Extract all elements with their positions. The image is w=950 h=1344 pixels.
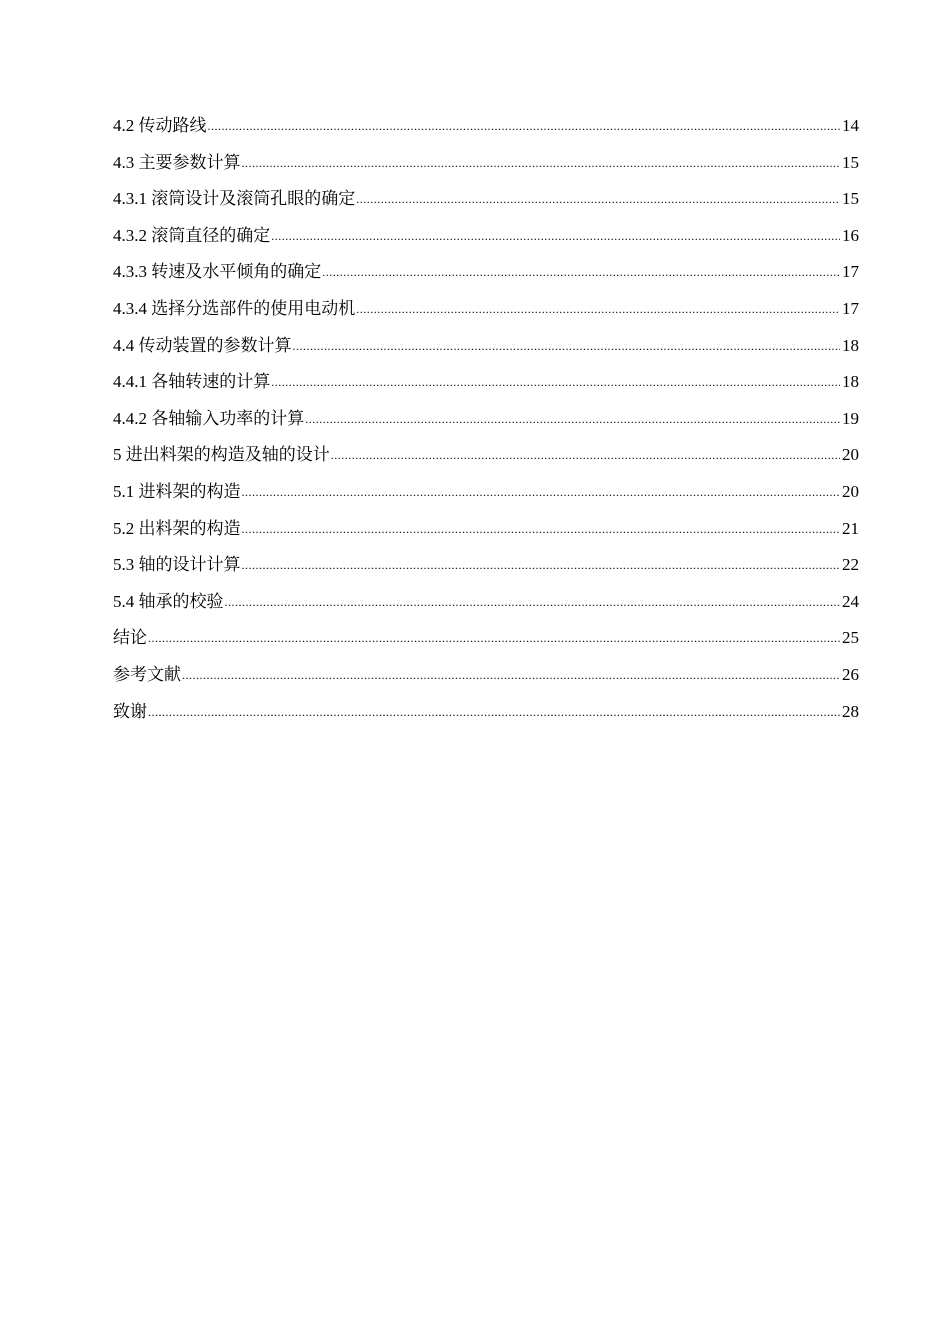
toc-entry[interactable] bbox=[113, 553, 859, 590]
toc-entry-page: 28 bbox=[842, 701, 859, 721]
toc-leader-dots bbox=[148, 625, 840, 650]
toc-entry-label: 5.4 轴承的校验 bbox=[113, 591, 224, 611]
toc-entry-label: 致谢 bbox=[113, 701, 147, 721]
toc-leader-dots bbox=[242, 552, 841, 577]
toc-entry-label: 4.3.1 滚筒设计及滚筒孔眼的确定 bbox=[113, 189, 356, 209]
toc-entry-page: 18 bbox=[842, 372, 859, 392]
toc-entry-label: 5 进出料架的构造及轴的设计 bbox=[113, 445, 330, 465]
toc-entry-label: 4.2 传动路线 bbox=[113, 116, 207, 135]
toc-leader-dots bbox=[148, 699, 840, 724]
toc-leader-dots bbox=[225, 589, 841, 614]
toc-leader-dots bbox=[242, 516, 841, 541]
toc-entry[interactable] bbox=[113, 297, 859, 334]
toc-entry-label: 4.4.2 各轴输入功率的计算 bbox=[113, 408, 305, 428]
toc-entry-page: 25 bbox=[842, 628, 859, 648]
toc-entry-label: 参考文献 bbox=[113, 664, 181, 684]
toc-entry[interactable] bbox=[113, 260, 859, 297]
toc-entry-label: 结论 bbox=[113, 628, 147, 648]
toc-leader-dots bbox=[293, 333, 841, 358]
toc-entry-label: 5.2 出料架的构造 bbox=[113, 518, 241, 538]
toc-leader-dots bbox=[208, 113, 841, 138]
toc-leader-dots bbox=[322, 259, 840, 284]
toc-entry-page: 14 bbox=[842, 116, 859, 135]
toc-entry[interactable] bbox=[113, 114, 859, 151]
toc-entry[interactable] bbox=[113, 590, 859, 627]
toc-leader-dots bbox=[182, 662, 840, 687]
toc-leader-dots bbox=[305, 406, 840, 431]
toc-entry[interactable] bbox=[113, 480, 859, 517]
toc-entry[interactable] bbox=[113, 700, 859, 737]
toc-entry-page: 21 bbox=[842, 518, 859, 538]
toc-entry-page: 24 bbox=[842, 591, 859, 611]
toc-entry-page: 19 bbox=[842, 408, 859, 428]
toc-entry-label: 4.4.1 各轴转速的计算 bbox=[113, 372, 271, 392]
toc-entry[interactable] bbox=[113, 443, 859, 480]
toc-entry-label: 5.3 轴的设计计算 bbox=[113, 555, 241, 575]
toc-entry[interactable] bbox=[113, 517, 859, 554]
toc-entry-label: 4.3.3 转速及水平倾角的确定 bbox=[113, 262, 322, 282]
toc-entry[interactable] bbox=[113, 151, 859, 188]
toc-leader-dots bbox=[242, 479, 841, 504]
table-of-contents bbox=[113, 114, 859, 736]
toc-entry-page: 26 bbox=[842, 664, 859, 684]
toc-entry[interactable] bbox=[113, 187, 859, 224]
toc-entry-page: 18 bbox=[842, 335, 859, 355]
toc-entry[interactable] bbox=[113, 370, 859, 407]
toc-entry-label: 4.3 主要参数计算 bbox=[113, 152, 241, 172]
toc-entry-label: 5.1 进料架的构造 bbox=[113, 481, 241, 501]
toc-leader-dots bbox=[356, 296, 840, 321]
toc-entry-page: 15 bbox=[842, 189, 859, 209]
toc-entry-label: 4.4 传动装置的参数计算 bbox=[113, 335, 292, 355]
toc-entry-page: 17 bbox=[842, 298, 859, 318]
toc-entry[interactable] bbox=[113, 626, 859, 663]
toc-entry-label: 4.3.4 选择分选部件的使用电动机 bbox=[113, 298, 356, 318]
toc-entry-page: 17 bbox=[842, 262, 859, 282]
toc-entry[interactable] bbox=[113, 663, 859, 700]
toc-entry-page: 16 bbox=[842, 225, 859, 245]
toc-entry[interactable] bbox=[113, 224, 859, 261]
toc-leader-dots bbox=[271, 223, 840, 248]
toc-entry-page: 20 bbox=[842, 481, 859, 501]
toc-entry-page: 15 bbox=[842, 152, 859, 172]
toc-leader-dots bbox=[356, 186, 840, 211]
toc-entry-label: 4.3.2 滚筒直径的确定 bbox=[113, 225, 271, 245]
toc-entry-page: 22 bbox=[842, 555, 859, 575]
toc-entry-page: 20 bbox=[842, 445, 859, 465]
toc-leader-dots bbox=[242, 150, 841, 175]
toc-leader-dots bbox=[271, 369, 840, 394]
toc-entry[interactable] bbox=[113, 407, 859, 444]
toc-entry[interactable] bbox=[113, 334, 859, 371]
toc-leader-dots bbox=[331, 442, 840, 467]
